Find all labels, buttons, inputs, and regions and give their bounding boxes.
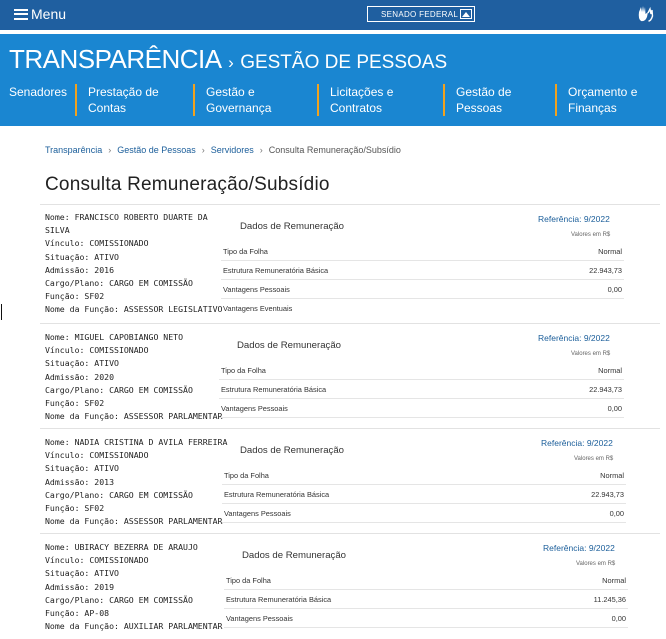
row-value: Normal xyxy=(600,471,624,480)
row-label: Estrutura Remuneratória Básica xyxy=(226,595,332,604)
employee-funcao: Função: SF02 xyxy=(45,398,105,409)
transparencia-banner xyxy=(0,34,666,126)
nav-item-label: Orçamento e xyxy=(568,85,638,99)
remuneracao-row xyxy=(222,485,626,504)
accessibility-hands-icon[interactable] xyxy=(636,4,656,24)
hamburger-icon xyxy=(14,9,28,20)
chevron-right-icon: › xyxy=(108,145,112,155)
employee-cargo: Cargo/Plano: CARGO EM COMISSÃO xyxy=(45,489,193,500)
top-bar xyxy=(0,0,666,30)
main-nav xyxy=(0,84,666,118)
record-card xyxy=(0,533,666,639)
page-title: Consulta Remuneração/Subsídio xyxy=(45,174,330,195)
employee-situacao: Situação: ATIVO xyxy=(45,568,119,579)
breadcrumb-current: Consulta Remuneração/Subsídio xyxy=(268,145,401,155)
employee-admissao: Admissão: 2020 xyxy=(45,371,115,382)
dados-remuneracao-title: Dados de Remuneração xyxy=(237,340,341,351)
row-value: Normal xyxy=(598,247,622,256)
employee-funcao: Função: SF02 xyxy=(45,503,105,514)
row-value: 22.943,73 xyxy=(591,490,624,499)
row-label: Vantagens Pessoais xyxy=(226,614,293,623)
nav-item-prestacao-de-contas[interactable] xyxy=(75,84,193,118)
employee-cargo: Cargo/Plano: CARGO EM COMISSÃO xyxy=(45,384,193,395)
employee-admissao: Admissão: 2016 xyxy=(45,264,115,275)
record-card xyxy=(0,323,666,427)
row-value: 22.943,73 xyxy=(589,266,622,275)
banner-title[interactable] xyxy=(9,44,447,75)
remuneracao-row xyxy=(221,299,624,318)
remuneracao-row xyxy=(221,261,624,280)
employee-info xyxy=(45,541,223,633)
nav-item-label-line2: Contas xyxy=(88,101,127,115)
employee-name: Nome: FRANCISCO ROBERTO DUARTE DA SILVA xyxy=(45,212,208,236)
employee-vinculo: Vínculo: COMISSIONADO xyxy=(45,555,149,566)
remuneracao-row xyxy=(219,399,624,418)
employee-cargo: Cargo/Plano: CARGO EM COMISSÃO xyxy=(45,278,193,289)
remuneracao-row xyxy=(222,504,626,523)
row-label: Vantagens Eventuais xyxy=(223,304,293,313)
employee-info xyxy=(45,331,223,423)
row-value: 11.245,36 xyxy=(593,595,626,604)
nav-item-label: Gestão e xyxy=(206,85,255,99)
row-label: Tipo da Folha xyxy=(223,247,268,256)
breadcrumb-gestao-de-pessoas[interactable]: Gestão de Pessoas xyxy=(117,145,196,155)
employee-funcao: Função: SF02 xyxy=(45,291,105,302)
nav-divider xyxy=(443,84,445,116)
nav-item-gestao-e-governanca[interactable] xyxy=(193,84,317,118)
employee-nome-funcao: Nome da Função: ASSESSOR PARLAMENTAR xyxy=(45,411,223,422)
row-label: Vantagens Pessoais xyxy=(221,404,288,413)
record-divider xyxy=(40,204,660,205)
banner-title-separator: › xyxy=(228,53,234,72)
row-label: Tipo da Folha xyxy=(224,471,269,480)
nav-item-label: Prestação de xyxy=(88,85,159,99)
employee-nome-funcao: Nome da Função: ASSESSOR LEGISLATIVO xyxy=(45,304,223,315)
employee-vinculo: Vínculo: COMISSIONADO xyxy=(45,345,149,356)
valores-em-label: Valores em R$ xyxy=(571,351,611,357)
breadcrumb xyxy=(45,145,401,155)
record-card xyxy=(0,204,666,322)
referencia-label: Referência: 9/2022 xyxy=(538,333,610,343)
nav-item-label: Gestão de xyxy=(456,85,512,99)
employee-name: Nome: UBIRACY BEZERRA DE ARAUJO xyxy=(45,542,198,552)
row-value: Normal xyxy=(598,366,622,375)
record-divider xyxy=(40,428,660,429)
remuneracao-row xyxy=(221,280,624,299)
nav-item-label-line2: Pessoas xyxy=(456,101,503,115)
referencia-label: Referência: 9/2022 xyxy=(543,543,615,553)
senado-federal-link[interactable] xyxy=(367,6,475,22)
menu-button[interactable] xyxy=(14,6,66,22)
employee-nome-funcao: Nome da Função: ASSESSOR PARLAMENTAR xyxy=(45,516,223,527)
chevron-right-icon: › xyxy=(201,145,205,155)
row-label: Vantagens Pessoais xyxy=(223,285,290,294)
valores-em-label: Valores em R$ xyxy=(576,561,616,567)
dados-remuneracao-title: Dados de Remuneração xyxy=(242,550,346,561)
banner-title-section: GESTÃO DE PESSOAS xyxy=(240,52,448,73)
employee-cargo: Cargo/Plano: CARGO EM COMISSÃO xyxy=(45,594,193,605)
referencia-label: Referência: 9/2022 xyxy=(538,214,610,224)
nav-divider xyxy=(317,84,319,116)
row-value: 0,00 xyxy=(611,614,626,623)
row-value: Normal xyxy=(602,576,626,585)
row-value: 0,00 xyxy=(609,509,624,518)
nav-item-label-line2: Governança xyxy=(206,101,272,115)
nav-divider xyxy=(555,84,557,116)
row-value: 22.943,73 xyxy=(589,385,622,394)
senado-federal-label: SENADO FEDERAL xyxy=(381,9,459,19)
employee-nome-funcao: Nome da Função: AUXILIAR PARLAMENTAR xyxy=(45,621,223,632)
record-card xyxy=(0,428,666,532)
nav-divider xyxy=(193,84,195,116)
chevron-right-icon: › xyxy=(259,145,263,155)
text-cursor xyxy=(1,304,2,320)
row-value: 0,00 xyxy=(607,285,622,294)
nav-item-label: Senadores xyxy=(9,85,68,99)
employee-admissao: Admissão: 2013 xyxy=(45,476,115,487)
remuneracao-row xyxy=(224,571,628,590)
menu-label: Menu xyxy=(31,6,67,22)
nav-item-gestao-de-pessoas[interactable] xyxy=(443,84,555,118)
nav-item-senadores[interactable] xyxy=(0,84,76,118)
row-value: 0,00 xyxy=(607,404,622,413)
valores-em-label: Valores em R$ xyxy=(571,232,611,238)
referencia-label: Referência: 9/2022 xyxy=(541,438,613,448)
employee-funcao: Função: AP-08 xyxy=(45,608,110,619)
employee-name: Nome: MIGUEL CAPOBIANGO NETO xyxy=(45,332,184,342)
dados-remuneracao-title: Dados de Remuneração xyxy=(240,445,344,456)
dados-remuneracao-title: Dados de Remuneração xyxy=(240,221,344,232)
remuneracao-row xyxy=(221,242,624,261)
remuneracao-row xyxy=(219,361,624,380)
employee-info xyxy=(45,436,228,528)
breadcrumb-transparencia[interactable]: Transparência xyxy=(45,145,103,155)
employee-situacao: Situação: ATIVO xyxy=(45,463,119,474)
record-divider xyxy=(40,323,660,324)
remuneracao-row xyxy=(219,380,624,399)
row-label: Tipo da Folha xyxy=(226,576,271,585)
employee-name: Nome: NADIA CRISTINA D AVILA FERREIRA xyxy=(45,437,228,447)
row-label: Estrutura Remuneratória Básica xyxy=(223,266,329,275)
nav-item-label-line2: Finanças xyxy=(568,101,617,115)
employee-info xyxy=(45,211,223,317)
nav-divider xyxy=(75,84,77,116)
row-label: Estrutura Remuneratória Básica xyxy=(221,385,327,394)
row-label: Estrutura Remuneratória Básica xyxy=(224,490,330,499)
remuneracao-row xyxy=(224,609,628,628)
breadcrumb-servidores[interactable]: Servidores xyxy=(210,145,254,155)
employee-situacao: Situação: ATIVO xyxy=(45,358,119,369)
nav-item-label-line2: Contratos xyxy=(330,101,383,115)
nav-item-licitacoes-e-contratos[interactable] xyxy=(317,84,443,118)
nav-item-orcamento-e-financas[interactable] xyxy=(555,84,666,118)
employee-vinculo: Vínculo: COMISSIONADO xyxy=(45,450,149,461)
remuneracao-row xyxy=(222,466,626,485)
senado-logo-icon xyxy=(460,9,472,19)
valores-em-label: Valores em R$ xyxy=(574,456,614,462)
remuneracao-row xyxy=(224,590,628,609)
employee-admissao: Admissão: 2019 xyxy=(45,581,115,592)
nav-item-label: Licitações e xyxy=(330,85,394,99)
row-label: Tipo da Folha xyxy=(221,366,266,375)
employee-situacao: Situação: ATIVO xyxy=(45,251,119,262)
row-label: Vantagens Pessoais xyxy=(224,509,291,518)
employee-vinculo: Vínculo: COMISSIONADO xyxy=(45,238,149,249)
banner-title-main: TRANSPARÊNCIA xyxy=(9,44,222,74)
record-divider xyxy=(40,533,660,534)
